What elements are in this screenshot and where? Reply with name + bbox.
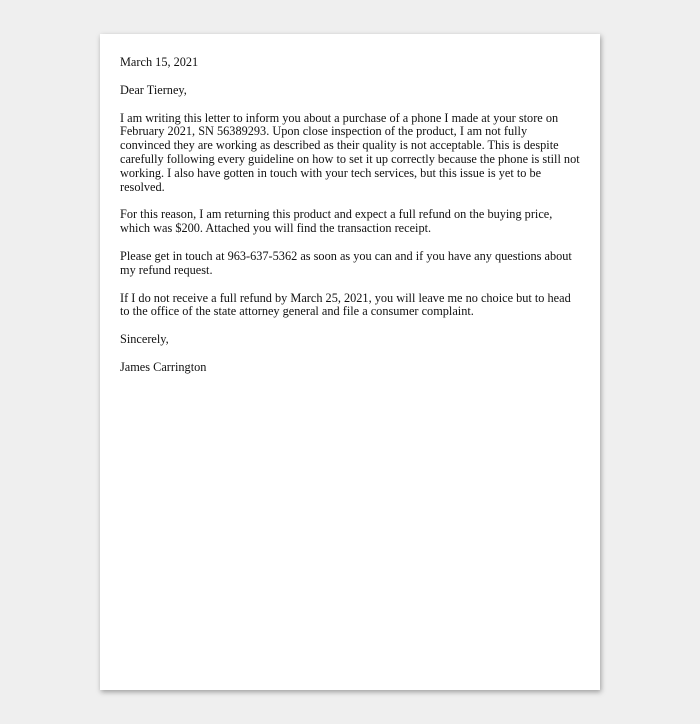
letter-date: March 15, 2021 <box>120 55 199 69</box>
letter-page <box>100 34 600 690</box>
letter-paragraph-2: For this reason, I am returning this product and expect a full refund on the buying price, which was $200. Attached you will find the transaction receipt. <box>120 207 553 236</box>
letter-signature: James Carrington <box>120 359 207 374</box>
letter-paragraph-3: Please get in touch at 963-637-5362 as soon as you can and if you have any questions about my refund request. <box>120 248 572 277</box>
letter-closing: Sincerely, <box>120 332 169 347</box>
letter-salutation: Dear Tierney, <box>120 82 187 97</box>
letter-paragraph-1: I am writing this letter to inform you about a purchase of a phone I made at your store on February 2021, SN 56389293. Upon close inspection of the product, I am not fully convinced they are working as described as their quality is not acceptable. This is despite carefully following every guideline on how to set it up correctly because the phone is still not working. I also have gotten in touch with your tech services, but this issue is yet to be resolved. <box>120 110 580 194</box>
letter-paragraph-4: If I do not receive a full refund by March 25, 2021, you will leave me no choice but to head to the office of the state attorney general and file a consumer complaint. <box>120 290 571 319</box>
